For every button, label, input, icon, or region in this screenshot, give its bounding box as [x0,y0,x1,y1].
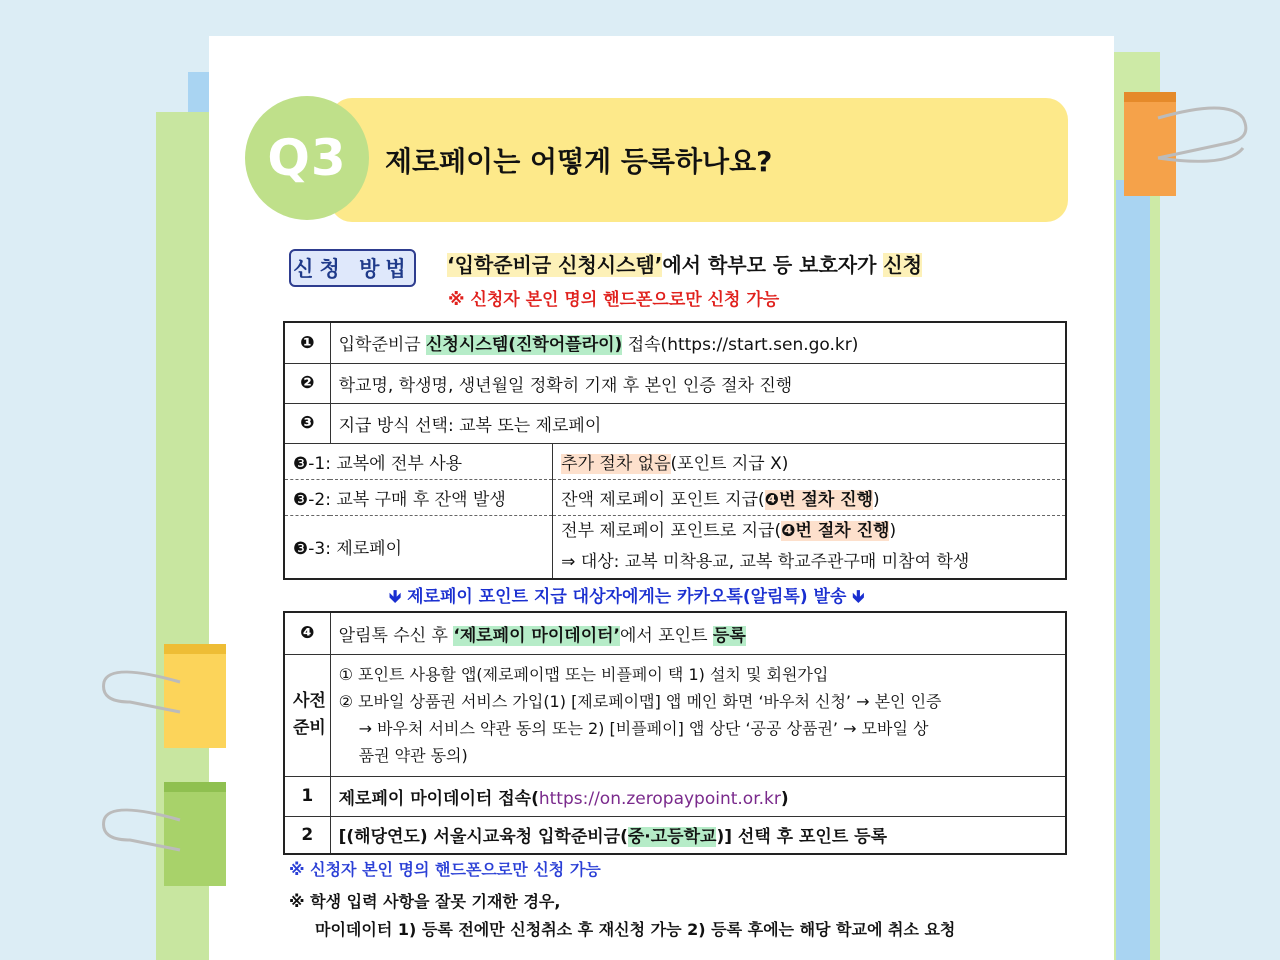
step-number: ❸ [284,403,330,443]
method-apply: 신청 [883,253,923,277]
kakaotalk-notice: 🡻 제로페이 포인트 지급 대상자에게는 카카오톡(알림톡) 발송 🡻 [389,587,865,607]
method-system-name: ‘입학준비금 신청시스템’ [447,253,663,277]
option-label: ❸-3: 제로페이 [284,515,553,579]
table-row [284,816,1066,854]
notes [289,857,955,944]
step-number: 1 [284,776,330,816]
method-description [447,249,922,278]
step-number: 2 [284,816,330,854]
prep-line: → 바우처 서비스 약관 동의 또는 2) [비플페이] 앱 상단 ‘공공 상품권’ → 모바일 상 [358,719,929,738]
step-text: 학교명, 학생명, 생년월일 정확히 기재 후 본인 인증 절차 진행 [330,363,1066,403]
prep-line: ① 포인트 사용할 앱(제로페이맵 또는 비플페이 택 1) 설치 및 회원가입 [338,665,829,684]
option-label: ❸-2: 교복 구매 후 잔액 발생 [284,479,553,515]
option-detail: 잔액 제로페이 포인트 지급(❹번 절차 진행) [553,479,1066,515]
step-number: ❹ [284,612,330,654]
zeropay-link[interactable]: https://on.zeropaypoint.or.kr [538,788,781,809]
method-warning: ※ 신청자 본인 명의 핸드폰으로만 신청 가능 [448,290,780,310]
step-text: [(해당연도) 서울시교육청 입학준비금(중·고등학교)] 선택 후 포인트 등록 [330,816,1066,854]
step-number: ❷ [284,363,330,403]
question-badge-label: Q3 [267,129,347,187]
binder-clip-orange-icon [1118,88,1258,198]
option-row [284,515,1066,579]
question-title: 제로페이는 어떻게 등록하나요? [385,145,773,178]
prep-line: ② 모바일 상품권 서비스 가입(1) [제로페이맵] 앱 메인 화면 ‘바우처 신청’ → 본인 인증 [338,692,942,711]
table-row [284,654,1066,776]
option-detail: 추가 절차 없음(포인트 지급 X) [553,443,1066,479]
note-correction: ※ 학생 입력 사항을 잘못 기재한 경우, 마이데이터 1) 등록 전에만 신청취소 후 재신청 가능 2) 등록 후에는 해당 학교에 취소 요청 [289,892,956,939]
background-strip-blue-right [1116,180,1150,960]
question-badge [245,96,369,220]
option-detail: 전부 제로페이 포인트로 지급(❹번 절차 진행) ⇒ 대상: 교복 미착용교, 교복 학교주관구매 미참여 학생 [553,515,1066,579]
step-text: 입학준비금 신청시스템(진학어플라이) 접속(https://start.sen.go.kr) [330,322,1066,363]
option-row [284,443,1066,479]
system-highlight: 신청시스템(진학어플라이) [426,335,623,356]
note-phone-only: ※ 신청자 본인 명의 핸드폰으로만 신청 가능 [289,860,601,879]
step-number: ❶ [284,322,330,363]
table-row [284,363,1066,403]
step-text: 제로페이 마이데이터 접속(https://on.zeropaypoint.or.kr) [330,776,1066,816]
option-row [284,479,1066,515]
table-row [284,776,1066,816]
prep-instructions [330,654,1066,776]
binder-clip-green-icon [100,780,230,890]
register-table [283,611,1067,855]
prep-label: 사전 준비 [284,654,330,776]
step-text: 알림톡 수신 후 ‘제로페이 마이데이터’에서 포인트 등록 [330,612,1066,654]
option-label: ❸-1: 교복에 전부 사용 [284,443,553,479]
step-text: 지급 방식 선택: 교복 또는 제로페이 [330,403,1066,443]
prep-line: 품권 약관 동의) [358,746,468,765]
option-target: ⇒ 대상: 교복 미착용교, 교복 학교주관구매 미참여 학생 [561,551,970,572]
method-label-box: 신청 방법 [289,249,416,287]
steps-table [283,321,1067,580]
binder-clip-yellow-icon [100,642,230,752]
method-text: 에서 학부모 등 보호자가 [662,253,884,277]
table-row [284,403,1066,443]
table-row [284,322,1066,363]
table-row [284,612,1066,654]
